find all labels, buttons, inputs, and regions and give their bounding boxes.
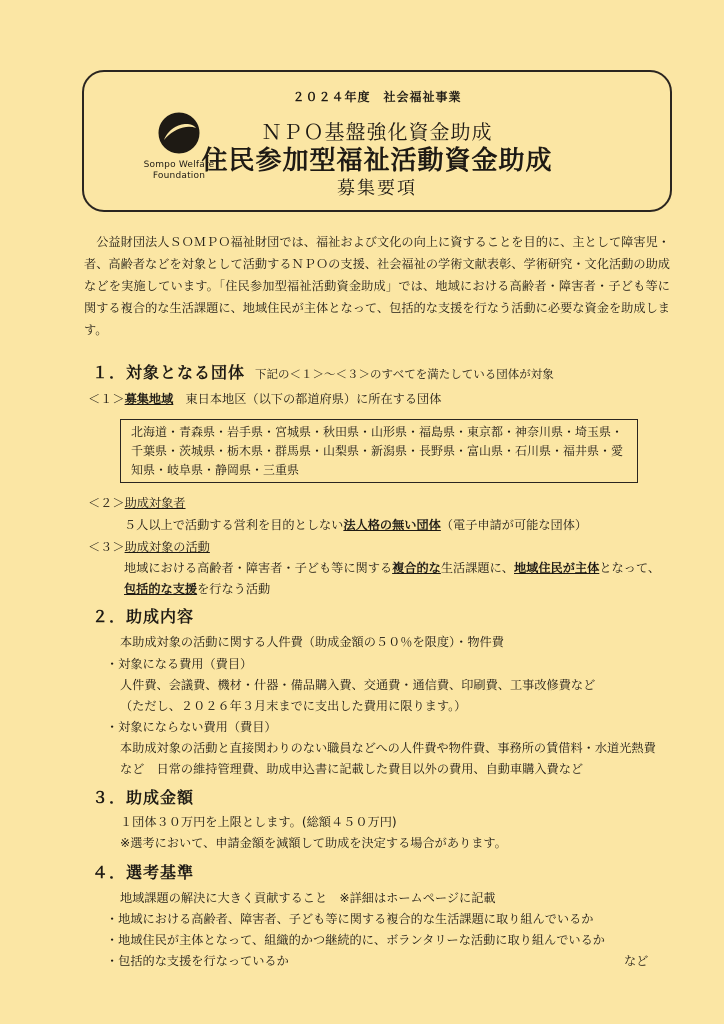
- intro-paragraph: 公益財団法人ＳＯＭＰＯ福祉財団では、福祉および文化の向上に資することを目的に、主として障害児・者、高齢者などを対象として活動するＮＰＯの支援、社会福祉の学術文献表彰、学術研究・文化活動の助成などを実施しています。「住民参加型福祉活動資金助成」では、地域における高齢者・障害者・子ども等に関する複合的な生活課題に、地域住民が主体となって、包括的な支援を行なう活動に必要な資金を助成します。: [84, 235, 670, 337]
- condition-3-emphasis-complex: 複合的な: [392, 561, 441, 575]
- condition-2-text-post: （電子申請が可能な団体）: [440, 518, 588, 532]
- condition-2-text-pre: ５人以上で活動する営利を目的としない: [124, 518, 344, 532]
- condition-3-tag: ＜３＞: [88, 540, 125, 554]
- s4-line-3: ・地域住民が主体となって、組織的かつ継続的に、ボランタリーな活動に取り組んでいるか: [106, 933, 605, 947]
- s4-line-2: ・地域における高齢者、障害者、子ども等に関する複合的な生活課題に取り組んでいるか: [106, 912, 594, 926]
- s4-line-4-end: など: [624, 954, 649, 968]
- condition-3-detail-2: [124, 580, 270, 597]
- condition-1-tag: ＜１＞: [88, 392, 125, 406]
- condition-3-label: 助成対象の活動: [124, 540, 210, 554]
- condition-3-detail-1: [124, 559, 660, 576]
- prefecture-list: 北海道・青森県・岩手県・宮城県・秋田県・山形県・福島県・東京都・神奈川県・埼玉県・千葉県・茨城県・栃木県・群馬県・山梨県・新潟県・長野県・富山県・石川県・福井県・愛知県・岐阜県・静岡県・三重県: [120, 419, 638, 483]
- condition-2-detail: [124, 516, 587, 533]
- condition-3-text-end: を行なう活動: [197, 582, 271, 596]
- s4-line-4: ・包括的な支援を行なっているか: [106, 954, 289, 968]
- section-3-heading: ３．助成金額: [92, 788, 195, 807]
- program-title: 住民参加型福祉活動資金助成: [201, 146, 553, 176]
- s2-line-7: など 日常の維持管理費、助成申込書に記載した費目以外の費用、自動車購入費など: [120, 762, 584, 776]
- s2-line-3: 人件費、会議費、機材・什器・備品購入費、交通費・通信費、印刷費、工事改修費など: [120, 678, 596, 692]
- condition-1: [88, 390, 441, 407]
- condition-3-text-e: となって、: [599, 561, 661, 575]
- section-2-heading: ２．助成内容: [92, 607, 195, 626]
- condition-1-text: 東日本地区（以下の都道府県）に所在する団体: [173, 392, 442, 406]
- s2-line-2: ・対象になる費用（費目）: [106, 657, 253, 671]
- section-1-heading: [92, 360, 554, 383]
- condition-3-emphasis-residents: 地域住民が主体: [514, 561, 600, 575]
- condition-2-tag: ＜２＞: [88, 496, 125, 510]
- condition-3-text-c: 生活課題に、: [440, 561, 514, 575]
- condition-1-label: 募集地域: [124, 392, 174, 406]
- s2-line-4: （ただし、２０２６年３月末までに支出した費用に限ります。）: [120, 699, 467, 713]
- logo-text-line2: Foundation: [152, 171, 206, 181]
- section-4-heading: ４．選考基準: [92, 863, 195, 882]
- s2-line-5: ・対象にならない費用（費目）: [106, 720, 277, 734]
- condition-2-label: 助成対象者: [124, 496, 186, 510]
- section-1-note: 下記の＜１＞～＜３＞のすべてを満たしている団体が対象: [255, 367, 554, 381]
- logo-text-line1: Sompo Welfare: [143, 160, 215, 170]
- document-type: 募集要項: [337, 178, 417, 199]
- s3-line-1: １団体３０万円を上限とします。(総額４５０万円): [120, 815, 397, 829]
- s2-line-1: 本助成対象の活動に関する人件費（助成金額の５０％を限度）・物件費: [120, 635, 504, 649]
- program-subtitle: ＮＰＯ基盤強化資金助成: [261, 120, 493, 144]
- s2-line-6: 本助成対象の活動と直接関わりのない職員などへの人件費や物件費、事務所の賃借料・水道光熱費: [120, 741, 656, 755]
- condition-2-emphasis: 法人格の無い団体: [343, 518, 441, 532]
- s4-line-1: 地域課題の解決に大きく貢献すること ※詳細はホームページに記載: [120, 891, 496, 905]
- condition-3-text-a: 地域における高齢者・障害者・子ども等に関する: [124, 561, 393, 575]
- condition-3: [88, 538, 210, 555]
- condition-3-emphasis-support: 包括的な支援: [124, 582, 198, 596]
- header-box: [82, 70, 672, 212]
- section-1-title: １．対象となる団体: [92, 363, 246, 382]
- year-label: ２０２４年度 社会福祉事業: [292, 90, 462, 104]
- condition-2: [88, 494, 186, 511]
- s3-line-2: ※選考において、申請金額を減額して助成を決定する場合があります。: [120, 836, 507, 850]
